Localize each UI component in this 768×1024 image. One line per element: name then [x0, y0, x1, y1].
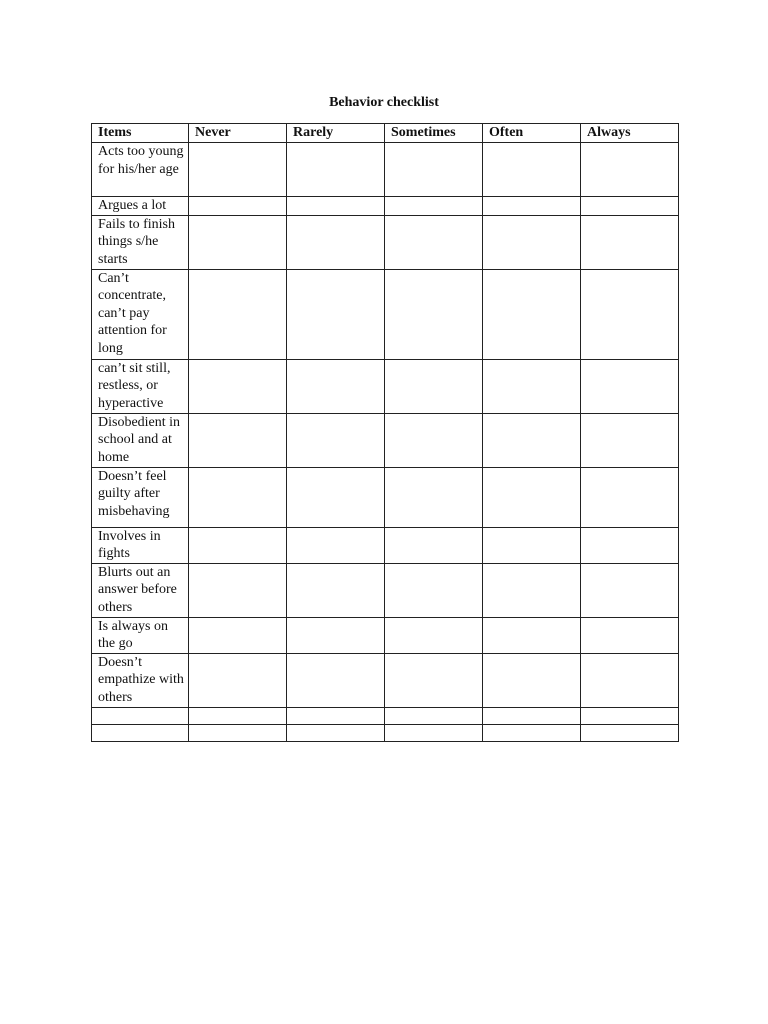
table-row	[92, 215, 679, 269]
item-label: Disobedient in school and at home	[92, 413, 189, 467]
rarely-cell[interactable]	[287, 215, 385, 269]
always-cell[interactable]	[581, 707, 679, 724]
always-cell[interactable]	[581, 215, 679, 269]
always-cell[interactable]	[581, 143, 679, 197]
often-cell[interactable]	[483, 467, 581, 527]
item-label: Can’t concentrate, can’t pay attention for long	[92, 269, 189, 359]
sometimes-cell[interactable]	[385, 653, 483, 707]
rarely-cell[interactable]	[287, 269, 385, 359]
item-label: Is always on the go	[92, 617, 189, 653]
rarely-cell[interactable]	[287, 143, 385, 197]
rarely-cell[interactable]	[287, 724, 385, 741]
rarely-cell[interactable]	[287, 617, 385, 653]
always-cell[interactable]	[581, 617, 679, 653]
table-row	[92, 563, 679, 617]
table-row	[92, 724, 679, 741]
rarely-cell[interactable]	[287, 563, 385, 617]
rarely-cell[interactable]	[287, 467, 385, 527]
header-items: Items	[92, 124, 189, 143]
rarely-cell[interactable]	[287, 707, 385, 724]
often-cell[interactable]	[483, 653, 581, 707]
always-cell[interactable]	[581, 527, 679, 563]
always-cell[interactable]	[581, 359, 679, 413]
always-cell[interactable]	[581, 563, 679, 617]
often-cell[interactable]	[483, 143, 581, 197]
table-row	[92, 527, 679, 563]
item-label: Blurts out an answer before others	[92, 563, 189, 617]
never-cell[interactable]	[189, 724, 287, 741]
table-row	[92, 617, 679, 653]
often-cell[interactable]	[483, 707, 581, 724]
header-row	[92, 124, 679, 143]
often-cell[interactable]	[483, 359, 581, 413]
never-cell[interactable]	[189, 563, 287, 617]
sometimes-cell[interactable]	[385, 467, 483, 527]
table-row	[92, 359, 679, 413]
often-cell[interactable]	[483, 215, 581, 269]
behavior-checklist-table	[91, 123, 679, 742]
item-label: Involves in fights	[92, 527, 189, 563]
never-cell[interactable]	[189, 197, 287, 216]
rarely-cell[interactable]	[287, 413, 385, 467]
always-cell[interactable]	[581, 269, 679, 359]
table-row	[92, 467, 679, 527]
never-cell[interactable]	[189, 359, 287, 413]
never-cell[interactable]	[189, 467, 287, 527]
table-row	[92, 197, 679, 216]
sometimes-cell[interactable]	[385, 724, 483, 741]
sometimes-cell[interactable]	[385, 197, 483, 216]
never-cell[interactable]	[189, 707, 287, 724]
table-row	[92, 143, 679, 197]
always-cell[interactable]	[581, 653, 679, 707]
rarely-cell[interactable]	[287, 359, 385, 413]
table-row	[92, 707, 679, 724]
sometimes-cell[interactable]	[385, 707, 483, 724]
rarely-cell[interactable]	[287, 527, 385, 563]
sometimes-cell[interactable]	[385, 359, 483, 413]
item-label: Acts too young for his/her age	[92, 143, 189, 197]
often-cell[interactable]	[483, 724, 581, 741]
header-always: Always	[581, 124, 679, 143]
never-cell[interactable]	[189, 215, 287, 269]
page-title: Behavior checklist	[329, 95, 439, 110]
never-cell[interactable]	[189, 617, 287, 653]
item-label[interactable]	[92, 724, 189, 741]
often-cell[interactable]	[483, 413, 581, 467]
never-cell[interactable]	[189, 269, 287, 359]
sometimes-cell[interactable]	[385, 617, 483, 653]
table-row	[92, 413, 679, 467]
item-label: Doesn’t feel guilty after misbehaving	[92, 467, 189, 527]
sometimes-cell[interactable]	[385, 269, 483, 359]
often-cell[interactable]	[483, 197, 581, 216]
never-cell[interactable]	[189, 653, 287, 707]
never-cell[interactable]	[189, 413, 287, 467]
rarely-cell[interactable]	[287, 653, 385, 707]
sometimes-cell[interactable]	[385, 527, 483, 563]
sometimes-cell[interactable]	[385, 563, 483, 617]
header-sometimes: Sometimes	[385, 124, 483, 143]
never-cell[interactable]	[189, 143, 287, 197]
table-row	[92, 653, 679, 707]
item-label: can’t sit still, restless, or hyperactive	[92, 359, 189, 413]
item-label[interactable]	[92, 707, 189, 724]
often-cell[interactable]	[483, 617, 581, 653]
item-label: Argues a lot	[92, 197, 189, 216]
often-cell[interactable]	[483, 269, 581, 359]
sometimes-cell[interactable]	[385, 215, 483, 269]
header-rarely: Rarely	[287, 124, 385, 143]
often-cell[interactable]	[483, 527, 581, 563]
item-label: Doesn’t empathize with others	[92, 653, 189, 707]
header-never: Never	[189, 124, 287, 143]
rarely-cell[interactable]	[287, 197, 385, 216]
sometimes-cell[interactable]	[385, 413, 483, 467]
always-cell[interactable]	[581, 724, 679, 741]
sometimes-cell[interactable]	[385, 143, 483, 197]
item-label: Fails to finish things s/he starts	[92, 215, 189, 269]
always-cell[interactable]	[581, 197, 679, 216]
always-cell[interactable]	[581, 467, 679, 527]
header-often: Often	[483, 124, 581, 143]
table-row	[92, 269, 679, 359]
never-cell[interactable]	[189, 527, 287, 563]
often-cell[interactable]	[483, 563, 581, 617]
always-cell[interactable]	[581, 413, 679, 467]
